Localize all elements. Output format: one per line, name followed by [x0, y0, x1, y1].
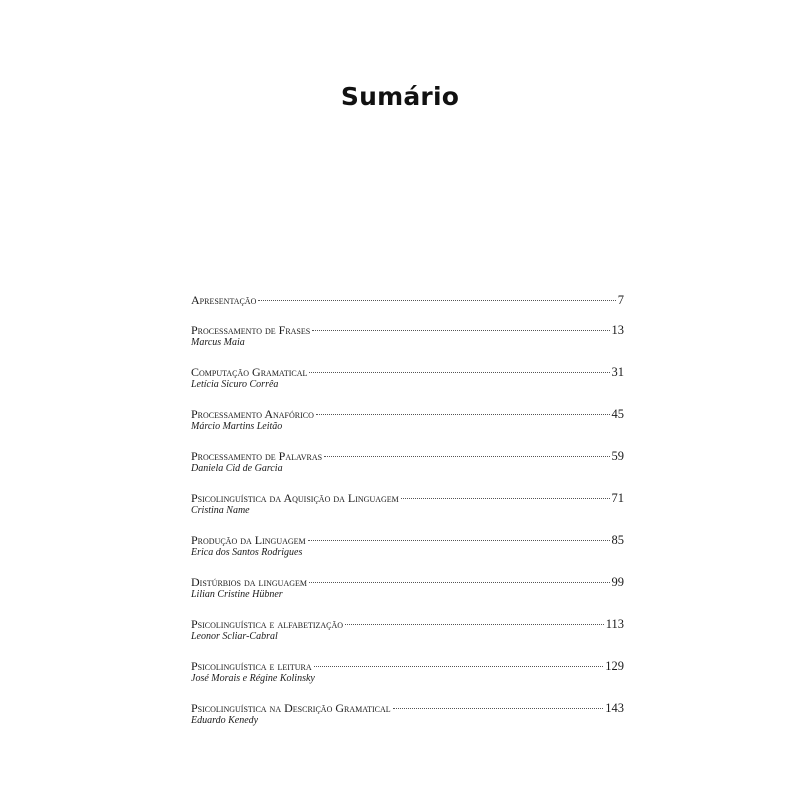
chapter-author: Leonor Scliar-Cabral	[191, 631, 278, 642]
dot-leader	[345, 623, 604, 625]
chapter-title: Computação Gramatical	[191, 365, 308, 379]
toc-entry	[191, 615, 624, 657]
page-number: 45	[611, 407, 624, 421]
chapter-author: Marcus Maia	[191, 337, 245, 348]
chapter-title: Processamento de Frases	[191, 323, 311, 337]
dot-leader	[393, 707, 604, 709]
dot-leader	[309, 581, 610, 583]
page-number: 59	[611, 449, 624, 463]
page-number: 113	[605, 617, 624, 631]
toc-entry	[191, 291, 624, 321]
dot-leader	[258, 299, 615, 301]
toc-entry	[191, 321, 624, 363]
page-number: 129	[605, 659, 624, 673]
page-number: 7	[617, 293, 624, 307]
page-number: 85	[611, 533, 624, 547]
dot-leader	[309, 371, 609, 373]
chapter-title: Apresentação	[191, 293, 257, 307]
toc-entry	[191, 699, 624, 741]
chapter-title: Processamento de Palavras	[191, 449, 323, 463]
page-number: 31	[611, 365, 624, 379]
chapter-title: Psicolinguística na Descrição Gramatical	[191, 701, 391, 715]
chapter-title: Psicolinguística da Aquisição da Linguagem	[191, 491, 399, 505]
table-of-contents	[191, 291, 624, 741]
toc-entry	[191, 531, 624, 573]
chapter-author: José Morais e Régine Kolinsky	[191, 673, 315, 684]
dot-leader	[314, 665, 604, 667]
toc-entry	[191, 363, 624, 405]
chapter-title: Distúrbios da linguagem	[191, 575, 307, 589]
chapter-author: Erica dos Santos Rodrigues	[191, 547, 303, 558]
chapter-author: Daniela Cid de Garcia	[191, 463, 283, 474]
dot-leader	[316, 413, 610, 415]
toc-entry	[191, 573, 624, 615]
chapter-author: Eduardo Kenedy	[191, 715, 259, 726]
chapter-title: Produção da Linguagem	[191, 533, 306, 547]
dot-leader	[308, 539, 610, 541]
chapter-author: Lilian Cristine Hübner	[191, 589, 283, 600]
toc-line	[191, 291, 624, 309]
dot-leader	[312, 329, 609, 331]
toc-entry	[191, 489, 624, 531]
chapter-title: Psicolinguística e alfabetização	[191, 617, 344, 631]
toc-entry	[191, 447, 624, 489]
page-number: 71	[611, 491, 624, 505]
dot-leader	[401, 497, 610, 499]
chapter-author: Letícia Sicuro Corrêa	[191, 379, 279, 390]
chapter-title: Psicolinguística e leitura	[191, 659, 312, 673]
page-number: 13	[611, 323, 624, 337]
chapter-author: Márcio Martins Leitão	[191, 421, 283, 432]
toc-entry	[191, 405, 624, 447]
chapter-title: Processamento Anafórico	[191, 407, 314, 421]
chapter-author: Cristina Name	[191, 505, 250, 516]
page-number: 99	[611, 575, 624, 589]
toc-entry	[191, 657, 624, 699]
page-number: 143	[605, 701, 624, 715]
page-title: Sumário	[340, 82, 460, 111]
dot-leader	[324, 455, 609, 457]
